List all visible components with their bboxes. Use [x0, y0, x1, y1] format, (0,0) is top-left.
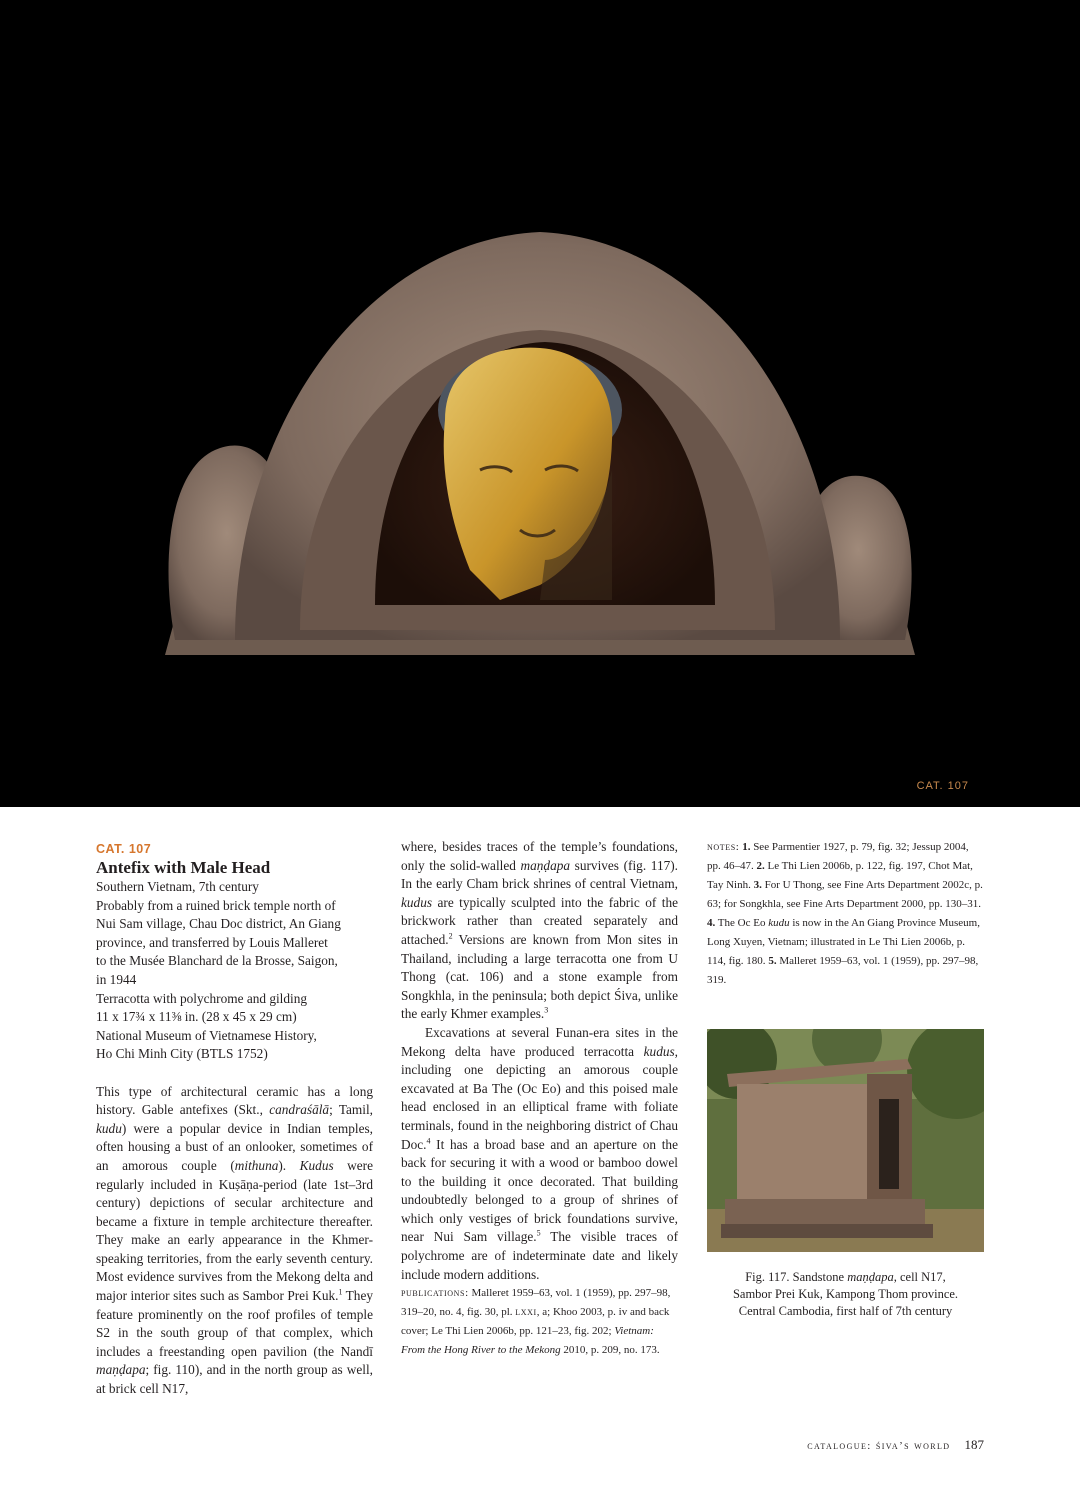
text-run: are typically sculpted into the fabric of the brickwork rather than created separately and attached. — [401, 894, 678, 947]
italic-term: kudu — [96, 1120, 122, 1136]
meta-line: Probably from a ruined brick temple north of — [96, 897, 336, 913]
meta-line: Ho Chi Minh City (BTLS 1752) — [96, 1046, 268, 1062]
running-head: catalogue: śiva’s world — [807, 1440, 951, 1452]
text-run: , cell N17, — [893, 1270, 946, 1284]
text-run: lxxi — [515, 1306, 537, 1319]
meta-line: Southern Vietnam, 7th century — [96, 879, 259, 894]
meta-line: in 1944 — [96, 971, 137, 987]
meta-line: National Museum of Vietnamese History, — [96, 1027, 317, 1043]
footnote-ref[interactable]: 4 — [426, 1136, 431, 1146]
italic-term: candraśālā — [269, 1102, 330, 1118]
footnote-ref[interactable]: 2 — [448, 931, 453, 941]
publications-label: publications: — [401, 1287, 469, 1300]
italic-term: maṇḍapa — [520, 857, 571, 873]
note-text: Malleret 1959–63, vol. 1 (1959), pp. 297–98, 319. — [707, 955, 979, 986]
column-2 — [401, 838, 678, 1360]
text-run: This type of architectural ceramic has a long history. Gable antefixes (Skt., — [96, 1083, 373, 1118]
entry-title: Antefix with Male Head — [96, 858, 271, 877]
italic-term: Kudus — [299, 1157, 334, 1173]
italic-term: mithuna — [234, 1157, 279, 1173]
catalogue-number: CAT. 107 — [96, 842, 152, 856]
italic-title: Vietnam: From the Hong River to the Mekong — [401, 1325, 654, 1357]
text-run: ) were a popular device in Indian temples, often housing a bust of an onlooker, sometimes of an amorous couple ( — [96, 1120, 373, 1173]
meta-line: Nui Sam village, Chau Doc district, An Giang — [96, 916, 341, 932]
caption-line: Sambor Prei Kuk, Kampong Thom province. — [732, 1287, 959, 1301]
notes-label: notes: — [707, 841, 740, 853]
text-run: where, besides traces of the temple’s foundations, only the solid-walled — [401, 839, 678, 873]
figure-caption — [707, 1269, 984, 1320]
note-number: 2. — [756, 860, 765, 872]
figure-photo — [707, 1029, 984, 1252]
meta-line: 11 x 17¾ x 11⅜ in. (28 x 45 x 29 cm) — [96, 1009, 297, 1025]
note-text: is now in the An Giang Province Museum, Long Xuyen, Vietnam; illustrated in Le Thi Lien 2006b, p. 114, fig. 180. — [707, 917, 980, 967]
text-run: They feature prominently on the roof profiles of temple S2 in the south group of that complex, which includes a freestanding open pavilion (the Nandī — [96, 1288, 373, 1359]
text-run: ). — [278, 1157, 300, 1173]
body-paragraph-1a — [96, 1083, 373, 1399]
hero-caption: CAT. 107 — [916, 780, 969, 792]
meta-line: Terracotta with polychrome and gilding — [96, 990, 308, 1006]
page-footer — [807, 1437, 984, 1453]
footnote-ref[interactable]: 3 — [544, 1005, 549, 1015]
italic-term: kudus — [643, 1043, 675, 1059]
text-run: Fig. 117. Sandstone — [745, 1270, 848, 1284]
mandapa-image — [707, 1029, 984, 1252]
meta-line: province, and transferred by Louis Malleret — [96, 934, 328, 950]
note-text: See Parmentier 1927, p. 79, fig. 32; Jessup 2004, pp. 46–47. — [707, 841, 969, 872]
text-run: , a; Khoo 2003, p. iv and back cover; Le Thi Lien 2006b, pp. 121–23, fig. 202; — [401, 1306, 670, 1338]
text-run: Versions are known from Mon sites in Thailand, including a large terracotta one from U Thong (cat. 106) and a stone example from Songkhla, in the peninsula; both depict Śiva, unlike the early Khmer examples. — [401, 931, 678, 1022]
text-run: were regularly included in Kuṣāṇa-period (late 1st–3rd century) depictions of secular architecture and became a fixture in temple architecture thereafter. They make an early appearance in the Khmer-speaking territories, from the early seventh century. Most evidence survives from the Mekong delta and major interior sites such as Sambor Prei Kuk. — [96, 1157, 374, 1304]
italic-term: kudus — [401, 894, 433, 910]
italic-term: maṇḍapa — [847, 1270, 894, 1284]
body-paragraph-2 — [401, 1024, 678, 1284]
notes — [707, 838, 985, 990]
note-number: 4. — [707, 917, 716, 929]
column-3 — [707, 838, 985, 990]
note-number: 1. — [742, 841, 751, 853]
meta-line: to the Musée Blanchard de la Brosse, Saigon, — [96, 953, 338, 969]
footnote-ref[interactable]: 1 — [338, 1287, 343, 1297]
publications — [401, 1284, 678, 1360]
footnote-ref[interactable]: 5 — [536, 1229, 541, 1239]
note-number: 3. — [753, 879, 762, 891]
note-text: Le Thi Lien 2006b, p. 122, fig. 197, Chot Mat, Tay Ninh. — [707, 860, 973, 891]
text-run: The visible traces of polychrome are of indeterminate date and likely include modern additions. — [401, 1229, 679, 1282]
body-paragraph-1b — [401, 838, 678, 1024]
note-text: For U Thong, see Fine Arts Department 2002c, p. 63; for Songkhla, see Fine Arts Department 2000, pp. 130–31. — [707, 879, 983, 910]
note-text: The Oc Eo — [715, 917, 769, 929]
entry-metadata — [96, 878, 373, 1064]
text-run: 2010, p. 209, no. 173. — [560, 1344, 660, 1357]
text-run: Excavations at several Funan-era sites in the Mekong delta have produced terracotta — [401, 1024, 678, 1059]
text-run: survives (fig. 117). In the early Cham brick shrines of central Vietnam, — [401, 857, 678, 892]
note-number: 5. — [768, 955, 777, 967]
page-number: 187 — [964, 1437, 984, 1452]
text-run: ; fig. 110), and in the north group as well, at brick cell N17, — [96, 1362, 373, 1397]
text-run: ; Tamil, — [329, 1102, 373, 1118]
text-run: , including one depicting an amorous couple excavated at Ba The (Oc Eo) and this poised male head enclosed in an elliptical frame with foliate terminals, found in the neighboring district of Chau Doc. — [401, 1043, 678, 1152]
column-1 — [96, 838, 373, 1399]
italic-term: maṇḍapa — [96, 1362, 146, 1378]
caption-line: Central Cambodia, first half of 7th century — [738, 1304, 953, 1318]
text-run: It has a broad base and an aperture on the back for securing it with a wood or bamboo dowel to the building it once decorated. That building undoubtedly belonged to a group of shrines of which only vestiges of brick foundations survive, near Nui Sam village. — [401, 1136, 678, 1245]
caption-line — [707, 1269, 984, 1286]
italic-term: kudu — [768, 917, 790, 929]
text-run: Malleret 1959–63, vol. 1 (1959), pp. 297–98, 319–20, no. 4, fig. 30, pl. — [401, 1287, 671, 1319]
